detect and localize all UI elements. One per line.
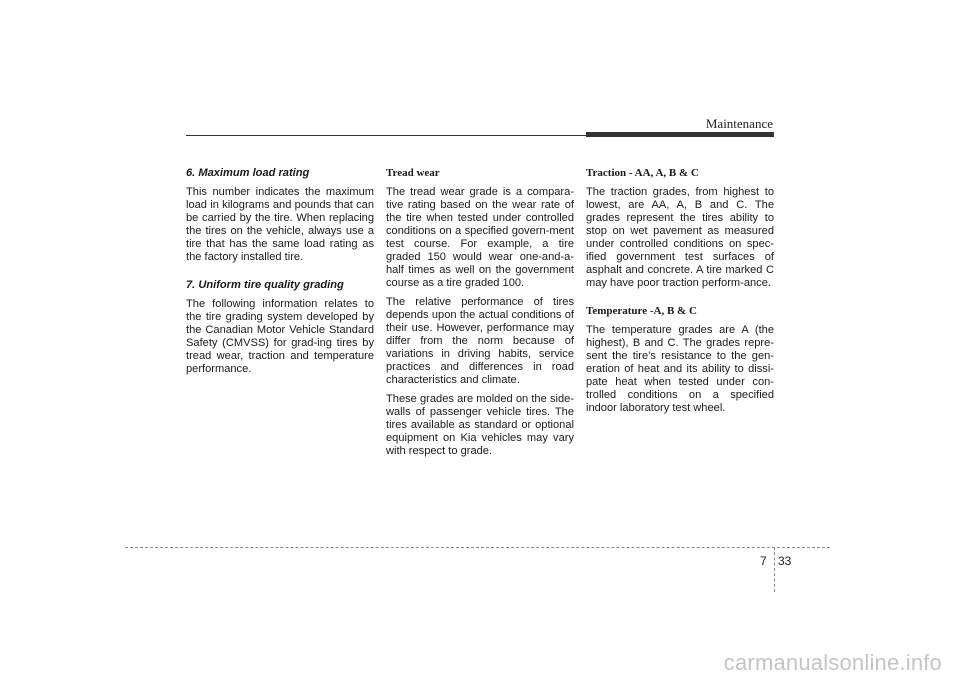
paragraph-quality-grading: The following information relates to the tire grading system developed by the Canadian Motor Vehicle Standard Safety (CMVSS) for grad-ing tires by tread wear, traction and temperature performance. <box>186 298 374 375</box>
page-section-title: Maintenance <box>705 116 773 131</box>
paragraph-grades-molded: These grades are molded on the side-walls of passenger vehicle tires. The tires available as standard or optional equipment on Kia vehicles may vary with respect to grade. <box>386 393 574 457</box>
heading-tread-wear: Tread wear <box>386 167 440 179</box>
text-column-1 <box>186 167 374 382</box>
text-column-3 <box>586 167 774 421</box>
paragraph-load-rating: This number indicates the maximum load in kilograms and pounds that can be carried by the tire. When replacing the tires on the vehicle, always use a tire that has the same load rating as the factory installed tire. <box>186 186 374 263</box>
paragraph-relative-performance: The relative performance of tires depends upon the actual conditions of their use. However, performance may differ from the norm because of variations in driving habits, service practices and differences in road characteristics and climate. <box>386 296 574 386</box>
text-column-2 <box>386 167 574 464</box>
paragraph-temperature-grades: The temperature grades are A (the highest), B and C. The grades repre-sent the tire’s resistance to the gen-eration of heat and its ability to dissi-pate heat when tested under con-trolled conditions on a specified indoor laboratory test wheel. <box>586 324 774 414</box>
chapter-number: 7 <box>760 554 767 568</box>
header-rule <box>186 135 586 136</box>
paragraph-traction-grades: The traction grades, from highest to lowest, are AA, A, B and C. The grades represent the tires ability to stop on wet pavement as measured under controlled conditions on spec-ified government test surfaces of asphalt and concrete. A tire marked C may have poor traction perform-ance. <box>586 186 774 289</box>
footer-dashed-rule <box>125 547 830 548</box>
header-accent-bar <box>586 132 774 137</box>
footer-dashed-divider <box>774 547 775 592</box>
heading-traction: Traction - AA, A, B & C <box>586 167 699 179</box>
paragraph-tread-wear-grade: The tread wear grade is a compara-tive rating based on the wear rate of the tire when tested under controlled conditions on a specified govern-ment test course. For example, a tire graded 150 would wear one-and-a-half times as well on the government course as a tire graded 100. <box>386 186 574 289</box>
watermark: carmanualsonline.info <box>723 650 942 675</box>
heading-uniform-tire-quality: 7. Uniform tire quality grading <box>186 279 344 291</box>
page-number: 33 <box>778 554 792 568</box>
heading-temperature: Temperature -A, B & C <box>586 305 697 317</box>
heading-maximum-load-rating: 6. Maximum load rating <box>186 167 310 179</box>
